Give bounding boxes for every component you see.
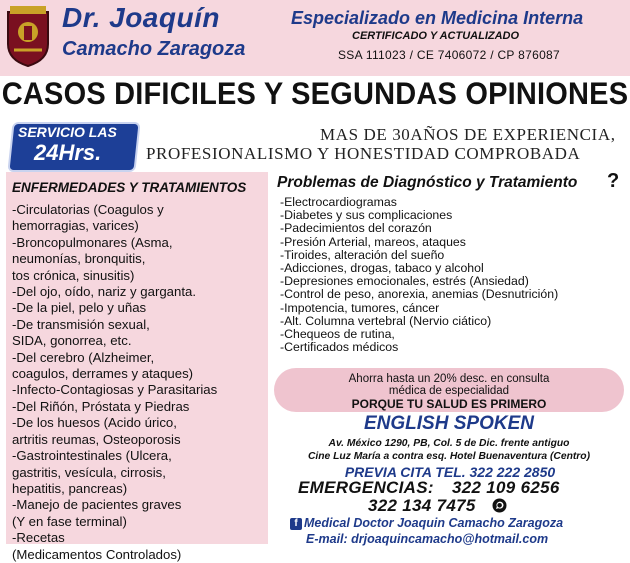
certification: CERTIFICADO Y ACTUALIZADO (352, 30, 520, 42)
emergency-phone-2: 322 134 7475 (368, 496, 476, 515)
diagnosis-heading: Problemas de Diagnóstico y Tratamiento (277, 174, 578, 191)
list-item: -Del ojo, oído, nariz y garganta. (12, 284, 196, 300)
specialty: Especializado en Medicina Interna (291, 8, 584, 28)
list-item: -Padecimientos del corazón (280, 221, 432, 236)
promo-line3: PORQUE TU SALUD ES PRIMERO (351, 397, 547, 411)
registration-numbers: SSA 111023 / CE 7406072 / CP 876087 (338, 48, 560, 62)
list-item: -De transmisión sexual, (12, 316, 150, 332)
list-item: -Broncopulmonares (Asma, (12, 234, 173, 250)
list-item: -De los huesos (Acido úrico, (12, 415, 177, 431)
promo-line2: médica de especialidad (388, 385, 510, 397)
list-item: SIDA, gonorrea, etc. (12, 333, 132, 349)
facebook-link[interactable] (290, 516, 563, 530)
list-item: -Infecto-Contagiosas y Parasitarias (12, 382, 218, 398)
diseases-list (12, 202, 217, 563)
diagnosis-list (280, 196, 558, 354)
question-mark: ? (607, 170, 620, 192)
service-badge-line1: SERVICIO LAS (18, 124, 117, 140)
emergency-label: EMERGENCIAS: (298, 478, 434, 497)
list-item: -Certificados médicos (280, 340, 399, 355)
address-line1: Av. México 1290, PB, Col. 5 de Dic. frente antiguo (328, 438, 570, 449)
list-item: hemorragias, varices) (12, 218, 139, 234)
list-item: -Control de peso, anorexia, anemias (Desnutrición) (280, 287, 559, 302)
list-item: -Diabetes y sus complicaciones (280, 208, 453, 223)
list-item: -Manejo de pacientes graves (12, 497, 182, 513)
university-crest-icon (4, 6, 52, 68)
list-item: -Gastrointestinales (Ulcera, (12, 448, 172, 464)
service-badge-line2: 24Hrs. (34, 140, 102, 165)
list-item: -Alt. Columna vertebral (Nervio ciático) (280, 313, 492, 328)
list-item: -Impotencia, tumores, cáncer (280, 300, 440, 315)
list-item: -Recetas (12, 530, 65, 546)
facebook-name: Medical Doctor Joaquin Camacho Zaragoza (304, 516, 564, 530)
list-item: (Y en fase terminal) (12, 513, 127, 529)
doctor-surname: Camacho Zaragoza (62, 38, 246, 60)
list-item: -Del cerebro (Alzheimer, (12, 349, 155, 365)
facebook-icon: f (290, 518, 302, 530)
list-item: -Del Riñón, Próstata y Piedras (12, 398, 190, 414)
promo-line1: Ahorra hasta un 20% desc. en consulta (348, 373, 550, 385)
list-item: gastritis, vesícula, cirrosis, (12, 464, 166, 480)
list-item: -Tiroides, alteración del sueño (280, 247, 445, 262)
emergency-phone-1: 322 109 6256 (452, 478, 560, 497)
list-item: -Adicciones, drogas, tabaco y alcohol (280, 261, 484, 276)
list-item: artritis reumas, Osteoporosis (12, 431, 181, 447)
list-item: (Medicamentos Controlados) (12, 546, 182, 562)
list-item: -Depresiones emocionales, estrés (Ansiedad) (280, 274, 529, 289)
main-title: CASOS DIFICILES Y SEGUNDAS OPINIONES (1, 76, 629, 112)
whatsapp-icon (492, 498, 507, 513)
list-item: -De la piel, pelo y uñas (12, 300, 147, 316)
list-item: -Electrocardiogramas (280, 195, 397, 209)
list-item: tos crónica, sinusitis) (12, 267, 135, 283)
email-link[interactable]: E-mail: drjoaquincamacho@hotmail.com (306, 532, 549, 546)
experience-line2: PROFESIONALISMO Y HONESTIDAD COMPROBADA (146, 144, 581, 163)
doctor-name: Dr. Joaquín (62, 2, 220, 33)
experience-line1: MAS DE 30AÑOS DE EXPERIENCIA, (320, 125, 616, 144)
list-item: -Chequeos de rutina, (280, 327, 395, 342)
list-item: -Circulatorias (Coagulos y (12, 202, 164, 217)
list-item: coagulos, derrames y ataques) (12, 366, 194, 382)
english-spoken: ENGLISH SPOKEN (364, 413, 534, 434)
list-item: neumonías, bronquitis, (12, 251, 146, 267)
diseases-heading: ENFERMEDADES Y TRATAMIENTOS (12, 180, 247, 195)
address-line2: Cine Luz María a contra esq. Hotel Buenaventura (Centro) (307, 451, 591, 462)
appointment-phone: PREVIA CITA TEL. 322 222 2850 (344, 464, 556, 480)
list-item: -Presión Arterial, mareos, ataques (280, 234, 466, 249)
list-item: hepatitis, pancreas) (12, 480, 128, 496)
